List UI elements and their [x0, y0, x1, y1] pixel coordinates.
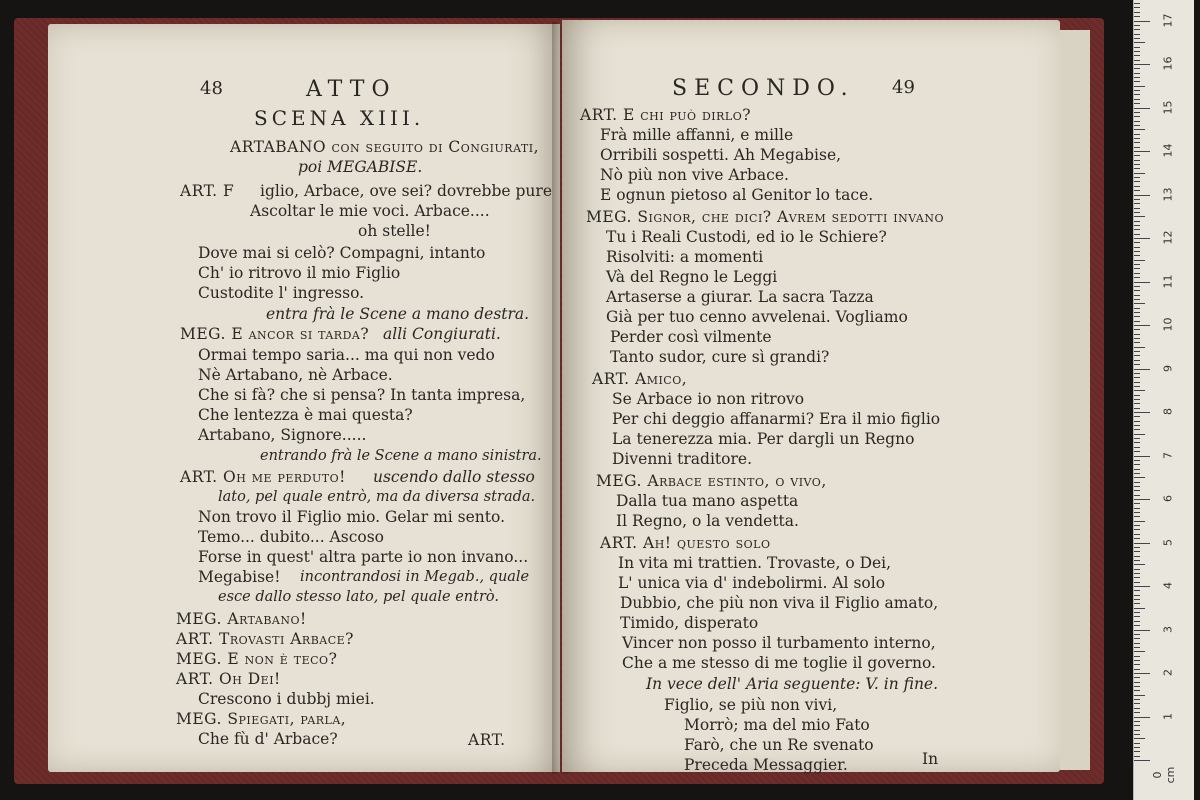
verse-line: Divenni traditore. — [612, 450, 752, 468]
ruler-tick — [1134, 717, 1150, 718]
ruler-tick — [1134, 712, 1140, 713]
ruler-tick — [1134, 547, 1140, 548]
ruler-tick — [1134, 177, 1140, 178]
ruler-tick — [1134, 360, 1140, 361]
verse-line: oh stelle! — [358, 222, 431, 240]
ruler-tick — [1134, 608, 1145, 609]
ruler-tick — [1134, 364, 1140, 365]
aria-line: Morrò; ma del mio Fato — [684, 716, 870, 734]
ruler-tick — [1134, 3, 1140, 4]
ruler-number: 8 — [1161, 408, 1175, 415]
ruler-tick — [1134, 425, 1140, 426]
speaker-line: MEG. E ancor si tarda? — [180, 325, 370, 343]
ruler-number: 7 — [1161, 451, 1175, 459]
ruler-tick — [1134, 625, 1140, 626]
ruler-unit-label: 0 cm — [1151, 766, 1177, 784]
speaker-line: ART. Oh Dei! — [176, 670, 281, 688]
ruler-tick — [1134, 181, 1140, 182]
ruler-tick — [1134, 12, 1140, 13]
ruler-tick — [1134, 164, 1140, 165]
speaker-line: MEG. Signor, che dici? Avrem sedotti invano — [586, 208, 944, 226]
ruler-tick — [1134, 203, 1140, 204]
ruler-tick — [1134, 490, 1140, 491]
ruler-tick — [1134, 682, 1140, 683]
ruler-tick — [1134, 338, 1140, 339]
ruler-tick — [1134, 725, 1140, 726]
ruler-tick — [1134, 21, 1150, 22]
ruler-tick — [1134, 521, 1145, 522]
ruler-tick — [1134, 229, 1140, 230]
ruler-number: 5 — [1161, 538, 1175, 546]
ruler-tick — [1134, 25, 1140, 26]
stage-direction: uscendo dallo stesso — [373, 468, 535, 486]
page-number: 49 — [892, 77, 915, 98]
verse-line: Artaserse a giurar. La sacra Tazza — [606, 288, 874, 306]
ruler-tick — [1134, 286, 1140, 287]
ruler-tick — [1134, 677, 1140, 678]
ruler-tick — [1134, 308, 1140, 309]
verse-line: La tenerezza mia. Per dargli un Regno — [612, 430, 915, 448]
ruler-tick — [1134, 369, 1150, 370]
ruler-tick — [1134, 212, 1140, 213]
verse-line: Dalla tua mano aspetta — [616, 492, 799, 510]
ruler-tick — [1134, 355, 1140, 356]
ruler-tick — [1134, 242, 1140, 243]
cover-inner-edge — [1060, 30, 1090, 770]
speaker-line: MEG. Artabano! — [176, 610, 307, 628]
ruler-tick — [1134, 138, 1140, 139]
ruler-tick — [1134, 290, 1140, 291]
ruler-tick — [1134, 29, 1140, 30]
ruler-tick — [1134, 260, 1145, 261]
verse-line: Và del Regno le Leggi — [606, 268, 778, 286]
ruler-tick — [1134, 216, 1145, 217]
ruler-tick — [1134, 90, 1140, 91]
ruler-tick — [1134, 373, 1140, 374]
stage-direction: entra frà le Scene a mano destra. — [266, 305, 530, 323]
ruler-tick — [1134, 395, 1140, 396]
ruler-tick — [1134, 416, 1140, 417]
ruler-tick — [1134, 551, 1140, 552]
verse-line: Per chi deggio affanarmi? Era il mio figlio — [612, 410, 941, 428]
speaker-line: ART. Ah! questo solo — [600, 534, 771, 552]
ruler-tick — [1134, 543, 1150, 544]
ruler-tick — [1134, 743, 1140, 744]
ruler-number: 9 — [1161, 364, 1175, 372]
ruler-tick — [1134, 473, 1140, 474]
ruler-tick — [1134, 429, 1140, 430]
ruler-tick — [1134, 77, 1140, 78]
stage-direction: alli Congiurati. — [383, 325, 501, 343]
verse-line: Perder così vilmente — [610, 328, 772, 346]
ruler-tick — [1134, 390, 1145, 391]
ruler-tick — [1134, 634, 1140, 635]
ruler-tick — [1134, 534, 1140, 535]
ruler-number: 10 — [1161, 317, 1175, 332]
ruler-tick — [1134, 699, 1140, 700]
ruler-tick — [1134, 595, 1140, 596]
ruler-tick — [1134, 686, 1140, 687]
ruler-tick — [1134, 703, 1140, 704]
ruler-tick — [1134, 377, 1140, 378]
ruler-tick — [1134, 447, 1140, 448]
ruler-tick — [1134, 264, 1140, 265]
ruler-tick — [1134, 573, 1140, 574]
verse-line: Megabise! — [198, 568, 281, 586]
ruler-tick — [1134, 238, 1150, 239]
ruler-tick — [1134, 495, 1140, 496]
ruler-tick — [1134, 321, 1140, 322]
ruler-tick — [1134, 121, 1140, 122]
ruler-tick — [1134, 86, 1145, 87]
ruler-number: 6 — [1161, 495, 1175, 502]
ruler-tick — [1134, 434, 1145, 435]
ruler-tick — [1134, 756, 1140, 757]
verse-line: Ch' io ritrovo il mio Figlio — [198, 264, 401, 282]
ruler-number: 13 — [1161, 187, 1175, 201]
ruler-tick — [1134, 51, 1140, 52]
speaker-line: MEG. Spiegati, parla, — [176, 710, 347, 728]
ruler-tick — [1134, 160, 1140, 161]
verse-line: Dubbio, che più non viva il Figlio amato, — [620, 594, 939, 612]
ruler-tick — [1134, 577, 1140, 578]
ruler-tick — [1134, 68, 1140, 69]
ruler-tick — [1134, 469, 1140, 470]
ruler-tick — [1134, 251, 1140, 252]
speaker-line: ART. Amico, — [592, 370, 688, 388]
ruler-tick — [1134, 334, 1140, 335]
ruler-tick — [1134, 525, 1140, 526]
ruler-tick — [1134, 564, 1145, 565]
ruler-tick — [1134, 325, 1150, 326]
ruler-number: 3 — [1161, 625, 1175, 633]
ruler-tick — [1134, 195, 1150, 196]
ruler-tick — [1134, 299, 1140, 300]
ruler-tick — [1134, 151, 1150, 152]
ruler-tick — [1134, 134, 1140, 135]
ruler-tick — [1134, 147, 1140, 148]
ruler-tick — [1134, 99, 1140, 100]
aria-line: Farò, che un Re svenato — [684, 736, 874, 754]
ruler-tick — [1134, 695, 1145, 696]
ruler-tick — [1134, 660, 1140, 661]
verse-line: Il Regno, o la vendetta. — [616, 512, 799, 530]
ruler-tick — [1134, 386, 1140, 387]
ruler-tick — [1134, 569, 1140, 570]
ruler-tick — [1134, 173, 1145, 174]
ruler-tick — [1134, 438, 1140, 439]
ruler-tick — [1134, 442, 1140, 443]
ruler-number: 14 — [1161, 143, 1175, 158]
catchword: In — [922, 750, 939, 768]
ruler-tick — [1134, 482, 1140, 483]
stage-direction: esce dallo stesso lato, pel quale entrò. — [218, 589, 499, 605]
verse-line: Nò più non vive Arbace. — [600, 166, 789, 184]
ruler-tick — [1134, 295, 1140, 296]
stage-direction: incontrandosi in Megab., quale — [300, 569, 530, 585]
ruler-tick — [1134, 190, 1140, 191]
ruler-tick — [1134, 268, 1140, 269]
running-head: SECONDO. — [672, 76, 855, 101]
ruler-tick — [1134, 599, 1140, 600]
ruler-tick — [1134, 721, 1140, 722]
ruler-tick — [1134, 103, 1140, 104]
ruler-tick — [1134, 651, 1145, 652]
ruler-number: 17 — [1161, 13, 1175, 27]
ruler-tick — [1134, 403, 1140, 404]
verse-line: L' unica via d' indebolirmi. Al solo — [618, 574, 886, 592]
right-page — [562, 20, 1060, 772]
ruler-tick — [1134, 751, 1140, 752]
verse-line: Orribili sospetti. Ah Megabise, — [600, 146, 842, 164]
verse-line: Frà mille affanni, e mille — [600, 126, 794, 144]
verse-line: Tanto sudor, cure sì grandi? — [610, 348, 830, 366]
ruler-tick — [1134, 38, 1140, 39]
ruler-tick — [1134, 612, 1140, 613]
ruler-number: 12 — [1161, 230, 1175, 245]
ruler-tick — [1134, 347, 1145, 348]
speaker-line: ART. Trovasti Arbace? — [176, 630, 354, 648]
ruler-tick — [1134, 73, 1140, 74]
speaker-line: ART. F — [180, 182, 235, 200]
ruler-number: 16 — [1161, 56, 1175, 71]
ruler-tick — [1134, 316, 1140, 317]
ruler-tick — [1134, 647, 1140, 648]
ruler-tick — [1134, 582, 1140, 583]
scene-title: SCENA XIII. — [254, 106, 425, 130]
ruler-tick — [1134, 129, 1145, 130]
ruler-tick — [1134, 451, 1140, 452]
ruler-tick — [1134, 225, 1140, 226]
ruler-tick — [1134, 273, 1140, 274]
ruler-tick — [1134, 690, 1140, 691]
ruler-tick — [1134, 499, 1150, 500]
ruler-number: 11 — [1161, 274, 1175, 288]
ruler-tick — [1134, 247, 1140, 248]
ruler-tick — [1134, 168, 1140, 169]
ruler-number: 2 — [1161, 669, 1175, 676]
verse-line: Timido, disperato — [620, 614, 759, 632]
ruler-tick — [1134, 621, 1140, 622]
ruler-tick — [1134, 329, 1140, 330]
ruler-tick — [1134, 81, 1140, 82]
verse-line: Artabano, Signore..... — [198, 426, 367, 444]
ruler-tick — [1134, 590, 1140, 591]
speaker-line: ART. Oh me perduto! — [180, 468, 346, 486]
ruler-tick — [1134, 55, 1140, 56]
ruler-tick — [1134, 664, 1140, 665]
ruler-tick — [1134, 460, 1140, 461]
stage-direction: In vece dell' Aria seguente: V. in fine. — [646, 675, 939, 693]
ruler-tick — [1134, 303, 1145, 304]
ruler-tick — [1134, 142, 1140, 143]
ruler-tick — [1134, 516, 1140, 517]
ruler-tick — [1134, 108, 1150, 109]
verse-line: iglio, Arbace, ove sei? dovrebbe pure — [260, 182, 552, 200]
ruler-tick — [1134, 64, 1150, 65]
verse-line: Che si fà? che si pensa? In tanta impresa, — [198, 386, 526, 404]
ruler-tick — [1134, 560, 1140, 561]
ruler-tick — [1134, 277, 1140, 278]
stage-direction: lato, pel quale entrò, ma da diversa strada. — [218, 489, 536, 505]
ruler-tick — [1134, 408, 1140, 409]
ruler-tick — [1134, 503, 1140, 504]
ruler-tick — [1134, 643, 1140, 644]
ruler-tick — [1134, 734, 1140, 735]
stage-direction: entrando frà le Scene a mano sinistra. — [260, 448, 542, 464]
ruler-tick — [1134, 255, 1140, 256]
ruler-tick — [1134, 125, 1140, 126]
ruler-tick — [1134, 656, 1140, 657]
ruler-tick — [1134, 221, 1140, 222]
ruler-tick — [1134, 630, 1150, 631]
verse-line: In vita mi trattien. Trovaste, o Dei, — [618, 554, 892, 572]
verse-line: Tu i Reali Custodi, ed io le Schiere? — [606, 228, 887, 246]
ruler-number: 1 — [1161, 712, 1175, 720]
ruler-tick — [1134, 486, 1140, 487]
ruler-number: 15 — [1161, 100, 1175, 114]
ruler-tick — [1134, 199, 1140, 200]
measuring-ruler — [1133, 0, 1194, 800]
verse-line: Custodite l' ingresso. — [198, 284, 365, 302]
verse-line: Che lentezza è mai questa? — [198, 406, 413, 424]
ruler-tick — [1134, 208, 1140, 209]
ruler-tick — [1134, 669, 1140, 670]
ruler-tick — [1134, 477, 1145, 478]
verse-line: Crescono i dubbj miei. — [198, 690, 375, 708]
ruler-number: 4 — [1161, 582, 1175, 589]
ruler-tick — [1134, 399, 1140, 400]
ruler-tick — [1134, 738, 1145, 739]
verse-line: Che fù d' Arbace? — [198, 730, 338, 748]
ruler-tick — [1134, 638, 1140, 639]
verse-line: Dove mai si celò? Compagni, intanto — [198, 244, 486, 262]
running-head: ATTO — [306, 77, 397, 102]
ruler-tick — [1134, 112, 1140, 113]
ruler-tick — [1134, 556, 1140, 557]
ruler-tick — [1134, 747, 1140, 748]
ruler-tick — [1134, 60, 1140, 61]
ruler-tick — [1134, 508, 1140, 509]
verse-line: Forse in quest' altra parte io non invano... — [198, 548, 529, 566]
page-number: 48 — [200, 78, 223, 99]
ruler-tick — [1134, 116, 1140, 117]
ruler-tick — [1134, 673, 1150, 674]
ruler-tick — [1134, 382, 1140, 383]
ruler-tick — [1134, 94, 1140, 95]
ruler-tick — [1134, 186, 1140, 187]
ruler-tick — [1134, 47, 1140, 48]
verse-line: Se Arbace io non ritrovo — [612, 390, 805, 408]
ruler-tick — [1134, 456, 1150, 457]
aria-line: Preceda Messaggier. — [684, 756, 848, 774]
verse-line: Risolviti: a momenti — [606, 248, 764, 266]
ruler-tick — [1134, 421, 1140, 422]
left-page — [48, 24, 560, 772]
verse-line: Nè Artabano, nè Arbace. — [198, 366, 393, 384]
ruler-tick — [1134, 34, 1140, 35]
ruler-tick — [1134, 412, 1150, 413]
aria-line: Figlio, se più non vivi, — [664, 696, 838, 714]
stage-heading: poi MEGABISE. — [298, 158, 423, 176]
verse-line: Già per tuo cenno avvelenai. Vogliamo — [606, 308, 908, 326]
verse-line: E ognun pietoso al Genitor lo tace. — [600, 186, 874, 204]
stage-heading: ARTABANO con seguito di Congiurati, — [230, 138, 540, 156]
speaker-line: MEG. E non è teco? — [176, 650, 338, 668]
ruler-tick — [1134, 464, 1140, 465]
ruler-tick — [1134, 586, 1150, 587]
verse-line: Vincer non posso il turbamento interno, — [622, 634, 936, 652]
ruler-tick — [1134, 312, 1140, 313]
speaker-line: ART. E chi può dirlo? — [580, 106, 752, 124]
ruler-tick — [1134, 155, 1140, 156]
ruler-tick — [1134, 342, 1140, 343]
ruler-tick — [1134, 616, 1140, 617]
ruler-tick — [1134, 282, 1150, 283]
verse-line: Non trovo il Figlio mio. Gelar mi sento. — [198, 508, 506, 526]
ruler-tick — [1134, 234, 1140, 235]
verse-line: Ormai tempo saria... ma qui non vedo — [198, 346, 495, 364]
ruler-tick — [1134, 603, 1140, 604]
verse-line: Ascoltar le mie voci. Arbace.... — [250, 202, 490, 220]
catchword: ART. — [468, 731, 506, 749]
ruler-tick — [1134, 42, 1145, 43]
ruler-tick — [1134, 760, 1150, 761]
verse-line: Temo... dubito... Ascoso — [198, 528, 384, 546]
ruler-tick — [1134, 351, 1140, 352]
speaker-line: MEG. Arbace estinto, o vivo, — [596, 472, 827, 490]
ruler-tick — [1134, 708, 1140, 709]
ruler-tick — [1134, 730, 1140, 731]
ruler-tick — [1134, 529, 1140, 530]
ruler-tick — [1134, 512, 1140, 513]
verse-line: Che a me stesso di me toglie il governo. — [622, 654, 936, 672]
ruler-tick — [1134, 16, 1140, 17]
ruler-tick — [1134, 7, 1140, 8]
ruler-tick — [1134, 538, 1140, 539]
